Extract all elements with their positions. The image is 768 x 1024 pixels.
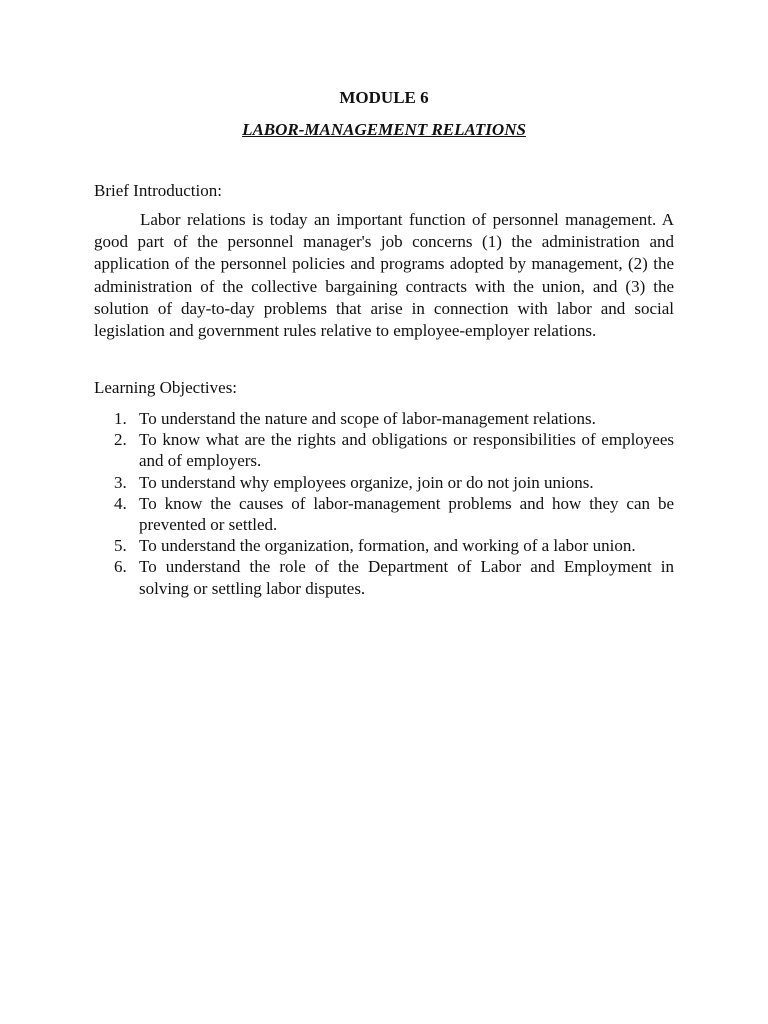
module-subtitle: LABOR-MANAGEMENT RELATIONS (242, 120, 526, 139)
objective-text: To understand the role of the Department of Labor and Employment in solving or settling labor disputes. (139, 557, 674, 598)
objective-item (94, 429, 674, 471)
objective-item (94, 556, 674, 598)
objective-text: To understand the organization, formation, and working of a labor union. (139, 536, 636, 556)
intro-heading: Brief Introduction: (94, 181, 222, 200)
objective-number: 2. (114, 430, 127, 450)
objective-number: 4. (114, 493, 127, 513)
objective-number: 1. (114, 409, 127, 428)
objective-item (94, 535, 674, 556)
intro-paragraph: Labor relations is today an important function of personnel management. A good part of the personnel manager's job concerns (1) the administration and application of the personnel policies and programs adopted by management, (2) the administration of the collective bargaining contracts with the union, and (3) the solution of day-to-day problems that arise in connection with labor and social legislation and government rules relative to employee-employer relations. (94, 210, 674, 341)
objective-text: To understand the nature and scope of labor-management relations. (139, 409, 596, 428)
objectives-heading: Learning Objectives: (94, 378, 238, 397)
objective-item (94, 472, 674, 493)
objective-text: To know the causes of labor-management problems and how they can be prevented or settled. (139, 493, 674, 535)
objectives-list (94, 408, 674, 599)
objective-text: To understand why employees organize, join or do not join unions. (139, 472, 594, 492)
objective-item (94, 408, 674, 429)
objective-number: 3. (114, 472, 127, 492)
objective-item (94, 493, 674, 535)
module-title: MODULE 6 (339, 88, 429, 107)
objective-number: 6. (114, 557, 127, 577)
objective-text: To know what are the rights and obligations or responsibilities of employees and of employers. (139, 430, 674, 471)
objective-number: 5. (114, 536, 127, 556)
